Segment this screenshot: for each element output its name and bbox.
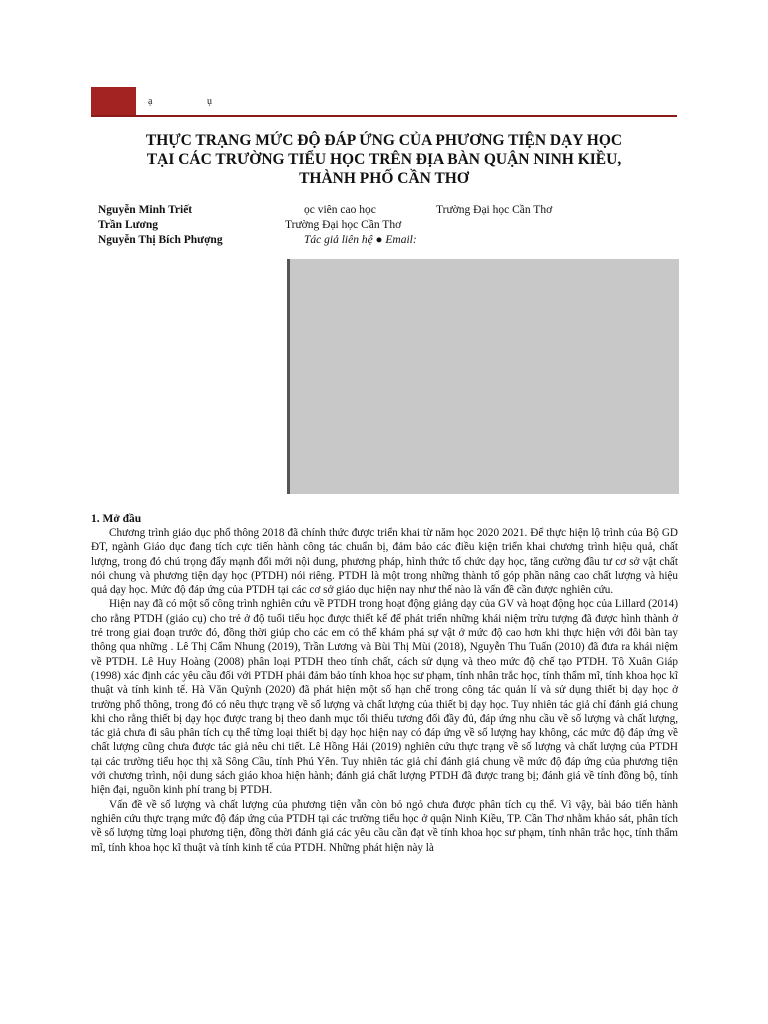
author-list xyxy=(98,203,658,248)
title-line-2: TẠI CÁC TRƯỜNG TIỂU HỌC TRÊN ĐỊA BÀN QUẬN NINH KIỀU, xyxy=(146,151,622,168)
article-title xyxy=(91,131,677,188)
author-affiliation: ọc viên cao học xyxy=(304,204,376,216)
author-row xyxy=(98,218,658,233)
author-affiliation-2: Trường Đại học Cần Thơ xyxy=(436,204,553,216)
section-heading: 1. Mở đầu xyxy=(91,513,142,525)
header-left-text: ạ xyxy=(148,96,153,107)
body-text xyxy=(91,526,678,855)
running-header xyxy=(91,87,677,117)
author-name: Nguyễn Minh Triết xyxy=(98,204,193,216)
paragraph: Chương trình giáo dục phổ thông 2018 đã chính thức được triển khai từ năm học 2020 2021. Để thực hiện lộ trình của Bộ GD ĐT, ngành Giáo dục đang tích cực tiến hành công tác chuẩn bị, đảm bảo các điều kiện triển khai chương trình hiệu quả, chất lượng, trong đó chú trọng đẩy mạnh đổi mới nội dung, phương pháp, hình thức tổ chức dạy học, tăng cường đầu tư cơ sở vật chất nói chung và phương tiện dạy học (PTDH) nói riêng. PTDH là một trong những thành tố góp phần nâng cao chất lượng và hiệu quả dạy học. Mức độ đáp ứng của PTDH tại các cơ sở giáo dục hiện nay như thế nào là vấn đề cần được nghiên cứu. xyxy=(91,527,678,597)
title-line-3: THÀNH PHỐ CẦN THƠ xyxy=(299,170,469,187)
author-row xyxy=(98,233,658,248)
author-name: Trần Lương xyxy=(98,219,159,231)
author-row xyxy=(98,203,658,218)
header-color-block xyxy=(91,87,136,115)
paragraph: Vấn đề về số lượng và chất lượng của phương tiện vẫn còn bỏ ngỏ chưa được phân tích cụ thể. Vì vậy, bài báo tiến hành nghiên cứu thực trạng mức độ đáp ứng của PTDH tại các trường tiểu học ở quận Ninh Kiều, TP. Cần Thơ nhằm khảo sát, phân tích về số lượng từng loại phương tiện, đồng thời đánh giá các yêu cầu cần đạt về tính khoa học sư phạm, tính nhân trắc học, tính thẩm mĩ, tính khoa học kĩ thuật và tính kinh tế của PTDH. Những phát hiện này là xyxy=(91,798,678,854)
abstract-box xyxy=(287,259,679,494)
paragraph: Hiện nay đã có một số công trình nghiên cứu về PTDH trong hoạt động giảng dạy của GV và hoạt động học của Lillard (2014) cho rằng PTDH (giáo cụ) cho trẻ ở độ tuổi tiểu học được thiết kế để phát triển những khái niệm trừu tượng đã được hình thành ở trẻ trong giai đoạn trước đó, đồng thời giúp cho các em có thể khám phá sự vật ở mức độ cao hơn khi thực hiện với đôi bàn tay thông qua những . Lê Thị Cẩm Nhung (2019), Trần Lương và Bùi Thị Mùi (2018), Nguyễn Thu Tuấn (2010) đã đưa ra khái niệm về PTDH. Lê Huy Hoàng (2008) phân loại PTDH theo tính chất, cách sử dụng và theo mức độ chế tạo PTDH. Tô Xuân Giáp (1998) xác định các yêu cầu đối với PTDH phải đảm bảo tính khoa học sư phạm, tính nhân trắc học, tính thẩm mĩ, tính khoa học kĩ thuật và tính kinh tế. Hà Văn Quỳnh (2020) đã phát hiện một số hạn chế trong công tác quản lí và sử dụng thiết bị dạy học ở trường phổ thông, trong đó có nêu thực trạng về số lượng và chất lượng của thiết bị dạy học. Tuy nhiên tác giả chỉ đánh giá chung khi cho rằng thiết bị dạy học được trang bị theo danh mục tối thiểu tương đối đầy đủ, đáp ứng nhu cầu về số lượng và chất lượng, tác giả chưa đi sâu phân tích cụ thể từng loại thiết bị dạy học hiện nay có đáp ứng về số lượng hay không, các mức độ đáp ứng về chất lượng cũng chưa được tác giả nêu chi tiết. Lê Hồng Hải (2019) nghiên cứu thực trạng về số lượng và chất lượng của PTDH tại các trường tiểu học thị xã Sông Cầu, tỉnh Phú Yên. Tuy nhiên tác giả chỉ đánh giá chung về mức độ đáp ứng của phương tiện với chương trình, nội dung sách giáo khoa hiện hành; đánh giá chất lượng PTDH đã được trang bị; đánh giá về tính đồng bộ, tính hiện đại, nguồn kinh phí trang bị PTDH. xyxy=(91,598,678,797)
author-affiliation: Trường Đại học Cần Thơ xyxy=(285,219,402,231)
author-name: Nguyễn Thị Bích Phượng xyxy=(98,234,223,246)
title-line-1: THỰC TRẠNG MỨC ĐỘ ĐÁP ỨNG CỦA PHƯƠNG TIỆN DẠY HỌC xyxy=(145,132,623,149)
header-right-text: ụ xyxy=(207,96,212,107)
corresponding-author-note: Tác giả liên hệ ● Email: xyxy=(304,234,417,246)
